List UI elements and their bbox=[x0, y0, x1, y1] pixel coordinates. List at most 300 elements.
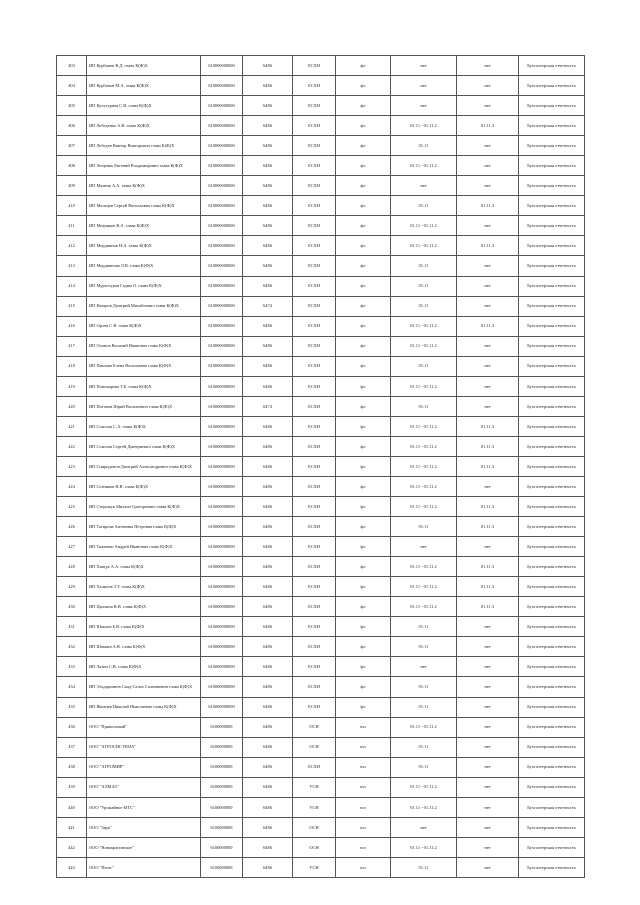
row-number-cell: 434 bbox=[57, 677, 87, 697]
reporting-form-cell: Бухгалтерская отчетность bbox=[519, 577, 585, 597]
okved-main-cell: 01.11 bbox=[391, 677, 457, 697]
okved-main-cell: 01.11 bbox=[391, 276, 457, 296]
table-row bbox=[57, 657, 585, 677]
entity-type-cell: фл bbox=[336, 697, 391, 717]
inn-cell: 610000000000 bbox=[201, 116, 243, 136]
okved-extra-cell: 01.11.3 bbox=[457, 236, 519, 256]
inn-cell: 610000000000 bbox=[201, 396, 243, 416]
row-number-cell: 410 bbox=[57, 196, 87, 216]
table-row bbox=[57, 316, 585, 336]
okved-main-cell: 01.11 bbox=[391, 256, 457, 276]
row-number-cell: 417 bbox=[57, 336, 87, 356]
oktmo-code-cell: 6486 bbox=[243, 256, 293, 276]
row-number-cell: 431 bbox=[57, 617, 87, 637]
okved-extra-cell: нет bbox=[457, 96, 519, 116]
tax-regime-cell: ЕСХН bbox=[293, 236, 336, 256]
okved-main-cell: нет bbox=[391, 176, 457, 196]
row-number-cell: 425 bbox=[57, 497, 87, 517]
okved-extra-cell: 01.11.3 bbox=[457, 196, 519, 216]
reporting-form-cell: Бухгалтерская отчетность bbox=[519, 817, 585, 837]
table-row bbox=[57, 336, 585, 356]
tax-regime-cell: ЕСХН bbox=[293, 557, 336, 577]
okved-extra-cell: 01.11.3 bbox=[457, 416, 519, 436]
okved-extra-cell: 01.11.3 bbox=[457, 597, 519, 617]
row-number-cell: 404 bbox=[57, 76, 87, 96]
enterprise-name-cell: ООО "Заря" bbox=[87, 817, 201, 837]
entity-type-cell: фл bbox=[336, 256, 391, 276]
reporting-form-cell: Бухгалтерская отчетность bbox=[519, 757, 585, 777]
reporting-form-cell: Бухгалтерская отчетность bbox=[519, 96, 585, 116]
tax-regime-cell: ЕСХН bbox=[293, 116, 336, 136]
tax-regime-cell: ЕСХН bbox=[293, 136, 336, 156]
okved-extra-cell: нет bbox=[457, 476, 519, 496]
oktmo-code-cell: 6474 bbox=[243, 396, 293, 416]
enterprise-name-cell: ООО "АГРОМИР" bbox=[87, 757, 201, 777]
entity-type-cell: юл bbox=[336, 817, 391, 837]
table-row bbox=[57, 577, 585, 597]
entity-type-cell: фл bbox=[336, 476, 391, 496]
oktmo-code-cell: 6486 bbox=[243, 637, 293, 657]
okved-main-cell: 01.11 - 01.11.2 bbox=[391, 116, 457, 136]
okved-extra-cell: нет bbox=[457, 276, 519, 296]
reporting-form-cell: Бухгалтерская отчетность bbox=[519, 777, 585, 797]
table-row bbox=[57, 116, 585, 136]
oktmo-code-cell: 6486 bbox=[243, 857, 293, 877]
row-number-cell: 441 bbox=[57, 817, 87, 837]
row-number-cell: 439 bbox=[57, 777, 87, 797]
okved-extra-cell: нет bbox=[457, 697, 519, 717]
row-number-cell: 435 bbox=[57, 697, 87, 717]
okved-main-cell: 01.11 - 01.11.2 bbox=[391, 316, 457, 336]
row-number-cell: 407 bbox=[57, 136, 87, 156]
oktmo-code-cell: 6486 bbox=[243, 577, 293, 597]
entity-type-cell: фл bbox=[336, 416, 391, 436]
okved-main-cell: нет bbox=[391, 96, 457, 116]
okved-extra-cell: нет bbox=[457, 156, 519, 176]
enterprise-name-cell: ИП Халилов Т.Т. глава К(Ф)Х bbox=[87, 577, 201, 597]
table-row bbox=[57, 136, 585, 156]
oktmo-code-cell: 6474 bbox=[243, 296, 293, 316]
table-row bbox=[57, 276, 585, 296]
table-row bbox=[57, 637, 585, 657]
enterprise-name-cell: ИП Осипов Василий Иванович глава К(Ф)Х bbox=[87, 336, 201, 356]
inn-cell: 610000000000 bbox=[201, 597, 243, 617]
row-number-cell: 422 bbox=[57, 436, 87, 456]
okved-extra-cell: 01.11.3 bbox=[457, 116, 519, 136]
okved-extra-cell: нет bbox=[457, 717, 519, 737]
okved-main-cell: 01.11 bbox=[391, 697, 457, 717]
okved-main-cell: 01.11 bbox=[391, 296, 457, 316]
table-row bbox=[57, 176, 585, 196]
okved-main-cell: 01.11 - 01.11.2 bbox=[391, 456, 457, 476]
tax-regime-cell: ЕСХН bbox=[293, 577, 336, 597]
oktmo-code-cell: 6486 bbox=[243, 497, 293, 517]
oktmo-code-cell: 6486 bbox=[243, 737, 293, 757]
inn-cell: 610000000000 bbox=[201, 617, 243, 637]
okved-main-cell: 01.11 - 01.11.2 bbox=[391, 156, 457, 176]
okved-main-cell: 01.11 - 01.11.2 bbox=[391, 376, 457, 396]
row-number-cell: 420 bbox=[57, 396, 87, 416]
reporting-form-cell: Бухгалтерская отчетность bbox=[519, 557, 585, 577]
entity-type-cell: юл bbox=[336, 837, 391, 857]
table-row bbox=[57, 797, 585, 817]
row-number-cell: 419 bbox=[57, 376, 87, 396]
table-row bbox=[57, 777, 585, 797]
table-row bbox=[57, 56, 585, 76]
entity-type-cell: фл bbox=[336, 376, 391, 396]
row-number-cell: 408 bbox=[57, 156, 87, 176]
inn-cell: 610000000000 bbox=[201, 497, 243, 517]
reporting-form-cell: Бухгалтерская отчетность bbox=[519, 336, 585, 356]
enterprise-name-cell: ИП Медников В.А. глава К(Ф)Х bbox=[87, 216, 201, 236]
okved-main-cell: 01.11 bbox=[391, 136, 457, 156]
document-page bbox=[56, 55, 584, 878]
table-row bbox=[57, 497, 585, 517]
okved-extra-cell: нет bbox=[457, 857, 519, 877]
enterprise-name-cell: ИП Назаров Дмитрий Михайлович глава К(Ф)Х bbox=[87, 296, 201, 316]
okved-main-cell: 01.11 bbox=[391, 356, 457, 376]
okved-extra-cell: 01.11.3 bbox=[457, 577, 519, 597]
okved-extra-cell: нет bbox=[457, 817, 519, 837]
table-row bbox=[57, 296, 585, 316]
reporting-form-cell: Бухгалтерская отчетность bbox=[519, 697, 585, 717]
entity-type-cell: фл bbox=[336, 456, 391, 476]
oktmo-code-cell: 6486 bbox=[243, 196, 293, 216]
entity-type-cell: фл bbox=[336, 557, 391, 577]
row-number-cell: 406 bbox=[57, 116, 87, 136]
reporting-form-cell: Бухгалтерская отчетность bbox=[519, 597, 585, 617]
table-row bbox=[57, 396, 585, 416]
inn-cell: 610000000000 bbox=[201, 436, 243, 456]
tax-regime-cell: ЕСХН bbox=[293, 156, 336, 176]
entity-type-cell: фл bbox=[336, 136, 391, 156]
entity-type-cell: фл bbox=[336, 436, 391, 456]
tax-regime-cell: ОСН bbox=[293, 737, 336, 757]
enterprise-name-cell: ИП Соколов Сергей Дмитриевич глава К(Ф)Х bbox=[87, 436, 201, 456]
table-row bbox=[57, 837, 585, 857]
tax-regime-cell: ЕСХН bbox=[293, 617, 336, 637]
entity-type-cell: юл bbox=[336, 857, 391, 877]
reporting-form-cell: Бухгалтерская отчетность bbox=[519, 517, 585, 537]
enterprise-name-cell: ООО "Привольный" bbox=[87, 717, 201, 737]
entity-type-cell: фл bbox=[336, 677, 391, 697]
entity-type-cell: фл bbox=[336, 637, 391, 657]
inn-cell: 610000000000 bbox=[201, 236, 243, 256]
reporting-form-cell: Бухгалтерская отчетность bbox=[519, 376, 585, 396]
row-number-cell: 416 bbox=[57, 316, 87, 336]
inn-cell: 610000000000 bbox=[201, 456, 243, 476]
table-row bbox=[57, 857, 585, 877]
table-row bbox=[57, 697, 585, 717]
enterprise-name-cell: ИП Спиридонов Дмитрий Александрович глава К(Ф)Х bbox=[87, 456, 201, 476]
oktmo-code-cell: 6486 bbox=[243, 356, 293, 376]
okved-main-cell: нет bbox=[391, 657, 457, 677]
enterprise-name-cell: ИП Мазник А.А. глава К(Ф)Х bbox=[87, 176, 201, 196]
okved-extra-cell: нет bbox=[457, 256, 519, 276]
table-row bbox=[57, 256, 585, 276]
reporting-form-cell: Бухгалтерская отчетность bbox=[519, 416, 585, 436]
row-number-cell: 428 bbox=[57, 557, 87, 577]
enterprise-name-cell: ИП Лещенко Евгений Владимирович глава К(Ф)Х bbox=[87, 156, 201, 176]
okved-extra-cell: нет bbox=[457, 657, 519, 677]
inn-cell: 610000000000 bbox=[201, 416, 243, 436]
entity-type-cell: фл bbox=[336, 356, 391, 376]
table-row bbox=[57, 156, 585, 176]
tax-regime-cell: ЕСХН bbox=[293, 436, 336, 456]
row-number-cell: 440 bbox=[57, 797, 87, 817]
registry-table bbox=[56, 55, 585, 878]
okved-main-cell: 01.11 - 01.11.2 bbox=[391, 837, 457, 857]
okved-main-cell: 01.11 bbox=[391, 396, 457, 416]
entity-type-cell: фл bbox=[336, 316, 391, 336]
oktmo-code-cell: 6486 bbox=[243, 557, 293, 577]
table-row bbox=[57, 76, 585, 96]
enterprise-name-cell: ИП Сторожук Михаил Григорьевич глава К(Ф)Х bbox=[87, 497, 201, 517]
oktmo-code-cell: 6486 bbox=[243, 476, 293, 496]
tax-regime-cell: ЕСХН bbox=[293, 416, 336, 436]
enterprise-name-cell: ИП Ткаченко Андрей Иванович глава К(Ф)Х bbox=[87, 537, 201, 557]
row-number-cell: 427 bbox=[57, 537, 87, 557]
tax-regime-cell: ОСН bbox=[293, 837, 336, 857]
inn-cell: 610000000000 bbox=[201, 577, 243, 597]
tax-regime-cell: ЕСХН bbox=[293, 96, 336, 116]
table-row bbox=[57, 617, 585, 637]
tax-regime-cell: ЕСХН bbox=[293, 276, 336, 296]
reporting-form-cell: Бухгалтерская отчетность bbox=[519, 637, 585, 657]
okved-main-cell: нет bbox=[391, 537, 457, 557]
enterprise-name-cell: ООО "АГРОСИСТЕМА" bbox=[87, 737, 201, 757]
okved-extra-cell: нет bbox=[457, 296, 519, 316]
reporting-form-cell: Бухгалтерская отчетность bbox=[519, 657, 585, 677]
oktmo-code-cell: 6486 bbox=[243, 777, 293, 797]
okved-main-cell: 01.11 - 01.11.2 bbox=[391, 497, 457, 517]
row-number-cell: 414 bbox=[57, 276, 87, 296]
tax-regime-cell: ЕСХН bbox=[293, 176, 336, 196]
reporting-form-cell: Бухгалтерская отчетность bbox=[519, 236, 585, 256]
okved-extra-cell: нет bbox=[457, 336, 519, 356]
okved-extra-cell: 01.11.3 bbox=[457, 316, 519, 336]
row-number-cell: 437 bbox=[57, 737, 87, 757]
enterprise-name-cell: ИП Мальцев Сергей Васильевич глава К(Ф)Х bbox=[87, 196, 201, 216]
inn-cell: 6100000000 bbox=[201, 717, 243, 737]
okved-extra-cell: 01.11.3 bbox=[457, 497, 519, 517]
table-row bbox=[57, 737, 585, 757]
enterprise-name-cell: ИП Лебедев Виктор Викторович глава К(Ф)Х bbox=[87, 136, 201, 156]
enterprise-name-cell: ИП Лебеденко А.В. глава К(Ф)Х bbox=[87, 116, 201, 136]
oktmo-code-cell: 6486 bbox=[243, 336, 293, 356]
enterprise-name-cell: ИП Цаплина В.В. глава К(Ф)Х bbox=[87, 597, 201, 617]
entity-type-cell: фл bbox=[336, 96, 391, 116]
enterprise-name-cell: ИП Соколов С.А. глава К(Ф)Х bbox=[87, 416, 201, 436]
okved-main-cell: 01.11 - 01.11.2 bbox=[391, 436, 457, 456]
oktmo-code-cell: 6486 bbox=[243, 376, 293, 396]
tax-regime-cell: ЕСХН bbox=[293, 396, 336, 416]
tax-regime-cell: ЕСХН bbox=[293, 216, 336, 236]
inn-cell: 610000000000 bbox=[201, 56, 243, 76]
enterprise-name-cell: ИП Павлова Елена Васильевна глава К(Ф)Х bbox=[87, 356, 201, 376]
reporting-form-cell: Бухгалтерская отчетность bbox=[519, 837, 585, 857]
entity-type-cell: фл bbox=[336, 156, 391, 176]
table-row bbox=[57, 476, 585, 496]
inn-cell: 610000000000 bbox=[201, 697, 243, 717]
inn-cell: 610000000000 bbox=[201, 356, 243, 376]
oktmo-code-cell: 6486 bbox=[243, 697, 293, 717]
okved-main-cell: 01.11 bbox=[391, 737, 457, 757]
table-row bbox=[57, 416, 585, 436]
okved-main-cell: 01.11 bbox=[391, 517, 457, 537]
oktmo-code-cell: 6486 bbox=[243, 436, 293, 456]
inn-cell: 610000000000 bbox=[201, 316, 243, 336]
entity-type-cell: фл bbox=[336, 396, 391, 416]
okved-main-cell: 01.11 - 01.11.2 bbox=[391, 797, 457, 817]
okved-extra-cell: нет bbox=[457, 216, 519, 236]
okved-extra-cell: нет bbox=[457, 617, 519, 637]
oktmo-code-cell: 6486 bbox=[243, 717, 293, 737]
tax-regime-cell: ЕСХН bbox=[293, 256, 336, 276]
oktmo-code-cell: 6486 bbox=[243, 517, 293, 537]
enterprise-name-cell: ИП Мурзогуров Гадим О. глава К(Ф)Х bbox=[87, 276, 201, 296]
oktmo-code-cell: 6486 bbox=[243, 597, 293, 617]
table-row bbox=[57, 597, 585, 617]
oktmo-code-cell: 6486 bbox=[243, 96, 293, 116]
reporting-form-cell: Бухгалтерская отчетность bbox=[519, 497, 585, 517]
table-row bbox=[57, 196, 585, 216]
okved-extra-cell: нет bbox=[457, 537, 519, 557]
table-row bbox=[57, 356, 585, 376]
entity-type-cell: фл bbox=[336, 216, 391, 236]
row-number-cell: 421 bbox=[57, 416, 87, 436]
enterprise-name-cell: ИП Сотников Н.В. глава К(Ф)Х bbox=[87, 476, 201, 496]
enterprise-name-cell: ООО "Новокрасинское" bbox=[87, 837, 201, 857]
enterprise-name-cell: ИП Мордвинова Л.В. глава К(Ф)Х bbox=[87, 256, 201, 276]
okved-main-cell: 01.11 - 01.11.2 bbox=[391, 577, 457, 597]
enterprise-name-cell: ИП Курбанов В.Д. глава К(Ф)Х bbox=[87, 56, 201, 76]
inn-cell: 6100000000 bbox=[201, 777, 243, 797]
okved-extra-cell: нет bbox=[457, 757, 519, 777]
oktmo-code-cell: 6486 bbox=[243, 837, 293, 857]
oktmo-code-cell: 6486 bbox=[243, 236, 293, 256]
entity-type-cell: юл bbox=[336, 737, 391, 757]
table-row bbox=[57, 517, 585, 537]
row-number-cell: 429 bbox=[57, 577, 87, 597]
entity-type-cell: юл bbox=[336, 717, 391, 737]
tax-regime-cell: ЕСХН bbox=[293, 476, 336, 496]
oktmo-code-cell: 6486 bbox=[243, 316, 293, 336]
okved-main-cell: 01.11 - 01.11.2 bbox=[391, 416, 457, 436]
table-row bbox=[57, 817, 585, 837]
inn-cell: 610000000000 bbox=[201, 376, 243, 396]
entity-type-cell: фл bbox=[336, 56, 391, 76]
reporting-form-cell: Бухгалтерская отчетность bbox=[519, 797, 585, 817]
reporting-form-cell: Бухгалтерская отчетность bbox=[519, 116, 585, 136]
entity-type-cell: фл bbox=[336, 296, 391, 316]
oktmo-code-cell: 6486 bbox=[243, 537, 293, 557]
entity-type-cell: юл bbox=[336, 797, 391, 817]
inn-cell: 6100000000 bbox=[201, 797, 243, 817]
table-row bbox=[57, 376, 585, 396]
reporting-form-cell: Бухгалтерская отчетность bbox=[519, 276, 585, 296]
okved-main-cell: 01.11 - 01.11.2 bbox=[391, 717, 457, 737]
table-row bbox=[57, 236, 585, 256]
inn-cell: 610000000000 bbox=[201, 256, 243, 276]
inn-cell: 610000000000 bbox=[201, 156, 243, 176]
okved-extra-cell: нет bbox=[457, 56, 519, 76]
okved-extra-cell: нет bbox=[457, 376, 519, 396]
reporting-form-cell: Бухгалтерская отчетность bbox=[519, 737, 585, 757]
table-row bbox=[57, 456, 585, 476]
oktmo-code-cell: 6486 bbox=[243, 56, 293, 76]
tax-regime-cell: ЕСХН bbox=[293, 497, 336, 517]
enterprise-name-cell: ООО "Урожайное МТС" bbox=[87, 797, 201, 817]
tax-regime-cell: ЕСХН bbox=[293, 76, 336, 96]
enterprise-name-cell: ИП Потапов Юрий Васильевич глава К(Ф)Х bbox=[87, 396, 201, 416]
entity-type-cell: фл bbox=[336, 176, 391, 196]
tax-regime-cell: ЕСХН bbox=[293, 537, 336, 557]
enterprise-name-cell: ООО "Пегас" bbox=[87, 857, 201, 877]
okved-extra-cell: нет bbox=[457, 797, 519, 817]
okved-main-cell: 01.11 - 01.11.2 bbox=[391, 476, 457, 496]
tax-regime-cell: ЕСХН bbox=[293, 376, 336, 396]
inn-cell: 6100000000 bbox=[201, 837, 243, 857]
tax-regime-cell: ЕСХН bbox=[293, 637, 336, 657]
row-number-cell: 430 bbox=[57, 597, 87, 617]
tax-regime-cell: ОСН bbox=[293, 717, 336, 737]
tax-regime-cell: ЕСХН bbox=[293, 757, 336, 777]
oktmo-code-cell: 6486 bbox=[243, 136, 293, 156]
reporting-form-cell: Бухгалтерская отчетность bbox=[519, 617, 585, 637]
oktmo-code-cell: 6486 bbox=[243, 216, 293, 236]
inn-cell: 610000000000 bbox=[201, 196, 243, 216]
okved-main-cell: 01.11 - 01.11.2 bbox=[391, 336, 457, 356]
inn-cell: 610000000000 bbox=[201, 677, 243, 697]
okved-extra-cell: нет bbox=[457, 737, 519, 757]
oktmo-code-cell: 6486 bbox=[243, 817, 293, 837]
okved-extra-cell: нет bbox=[457, 677, 519, 697]
inn-cell: 610000000000 bbox=[201, 136, 243, 156]
tax-regime-cell: ЕСХН bbox=[293, 456, 336, 476]
row-number-cell: 418 bbox=[57, 356, 87, 376]
tax-regime-cell: УСН bbox=[293, 857, 336, 877]
tax-regime-cell: ОСН bbox=[293, 817, 336, 837]
tax-regime-cell: ЕСХН bbox=[293, 56, 336, 76]
inn-cell: 610000000000 bbox=[201, 476, 243, 496]
reporting-form-cell: Бухгалтерская отчетность bbox=[519, 677, 585, 697]
inn-cell: 610000000000 bbox=[201, 76, 243, 96]
inn-cell: 6100000000 bbox=[201, 857, 243, 877]
entity-type-cell: фл bbox=[336, 617, 391, 637]
row-number-cell: 443 bbox=[57, 857, 87, 877]
tax-regime-cell: ЕСХН bbox=[293, 697, 336, 717]
oktmo-code-cell: 6486 bbox=[243, 677, 293, 697]
okved-extra-cell: 01.11.3 bbox=[457, 436, 519, 456]
okved-main-cell: нет bbox=[391, 817, 457, 837]
enterprise-name-cell: ИП Шаклов Б.В. глава К(Ф)Х bbox=[87, 617, 201, 637]
tax-regime-cell: ЕСХН bbox=[293, 597, 336, 617]
okved-extra-cell: 01.11.3 bbox=[457, 557, 519, 577]
entity-type-cell: фл bbox=[336, 517, 391, 537]
tax-regime-cell: ЕСХН bbox=[293, 356, 336, 376]
entity-type-cell: фл bbox=[336, 537, 391, 557]
oktmo-code-cell: 6486 bbox=[243, 116, 293, 136]
tax-regime-cell: ЕСХН bbox=[293, 316, 336, 336]
enterprise-name-cell: ИП Мордвинов Н.А. глава К(Ф)Х bbox=[87, 236, 201, 256]
reporting-form-cell: Бухгалтерская отчетность bbox=[519, 216, 585, 236]
row-number-cell: 411 bbox=[57, 216, 87, 236]
table-row bbox=[57, 96, 585, 116]
okved-main-cell: нет bbox=[391, 56, 457, 76]
okved-extra-cell: 01.11.3 bbox=[457, 456, 519, 476]
enterprise-name-cell: ИП Лазин С.В. глава К(Ф)Х bbox=[87, 657, 201, 677]
